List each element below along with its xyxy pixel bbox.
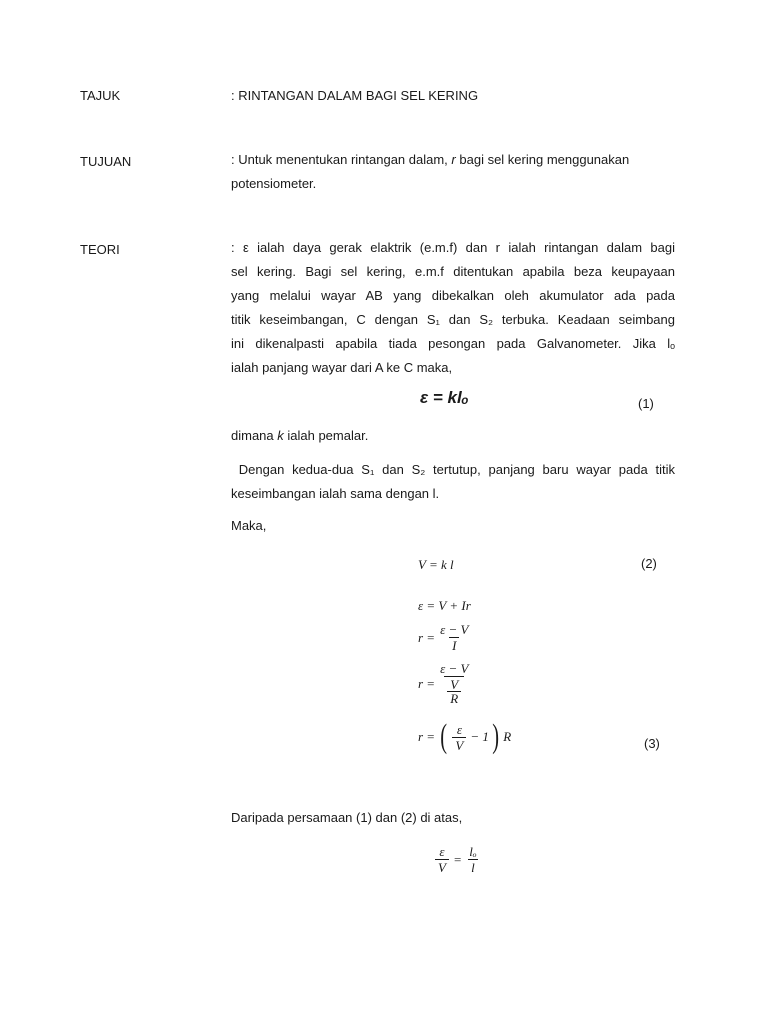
teori-paragraph-1: : ε ialah daya gerak elaktrik (e.m.f) dan r ialah rintangan dalam bagi sel kering. Bagi sel kering, e.m.f ditentukan apabila beza keupayaan yang melalui wayar AB yang dibekalkan oleh akumulator ada pada titik keseimbangan, C dengan S₁ dan S₂ terbuka. Keadaan seimbang ini dikenalpasti apabila tiada pesongan pada Galvanometer. Jika lₒ ialah panjang wayar dari A ke C maka, <box>231 240 675 375</box>
equation-3-number: (3) <box>644 736 660 751</box>
tajuk-label: TAJUK <box>80 88 121 103</box>
teori-paragraph-2: dimana k ialah pemalar. <box>231 428 369 443</box>
equation-r-1: r = $\frac{\varepsilon - V}{I}$ <box>418 622 469 653</box>
teori-paragraph-3: Dengan kedua-dua S₁ dan S₂ tertutup, panjang baru wayar pada titik keseimbangan ialah sama dengan l. <box>231 462 675 501</box>
maka-text: Maka, <box>231 518 267 533</box>
equation-r-2: r = ε − V V R <box>418 661 469 706</box>
equation-ratio: $\frac{\varepsilon}{V}$ = $\frac{\text{lₒ}}{l}$ <box>433 845 482 874</box>
equation-1-number: (1) <box>638 396 654 411</box>
equation-emf: ε = V + Ir <box>418 598 471 613</box>
equation-r-3: r = ( $\frac{\varepsilon}{V}$ − 1 ) R <box>418 718 512 755</box>
tujuan-label: TUJUAN <box>80 154 132 169</box>
equation-1: ε = klₒ <box>420 388 469 407</box>
teori-label: TEORI <box>80 242 120 257</box>
equation-2-number: (2) <box>641 556 657 571</box>
tujuan-text: : Untuk menentukan rintangan dalam, r bagi sel kering menggunakan potensiometer. <box>231 152 630 191</box>
tajuk-value: : RINTANGAN DALAM BAGI SEL KERING <box>231 88 479 103</box>
daripada-text: Daripada persamaan (1) dan (2) di atas, <box>231 810 463 825</box>
equation-2: V = k l <box>418 557 454 572</box>
